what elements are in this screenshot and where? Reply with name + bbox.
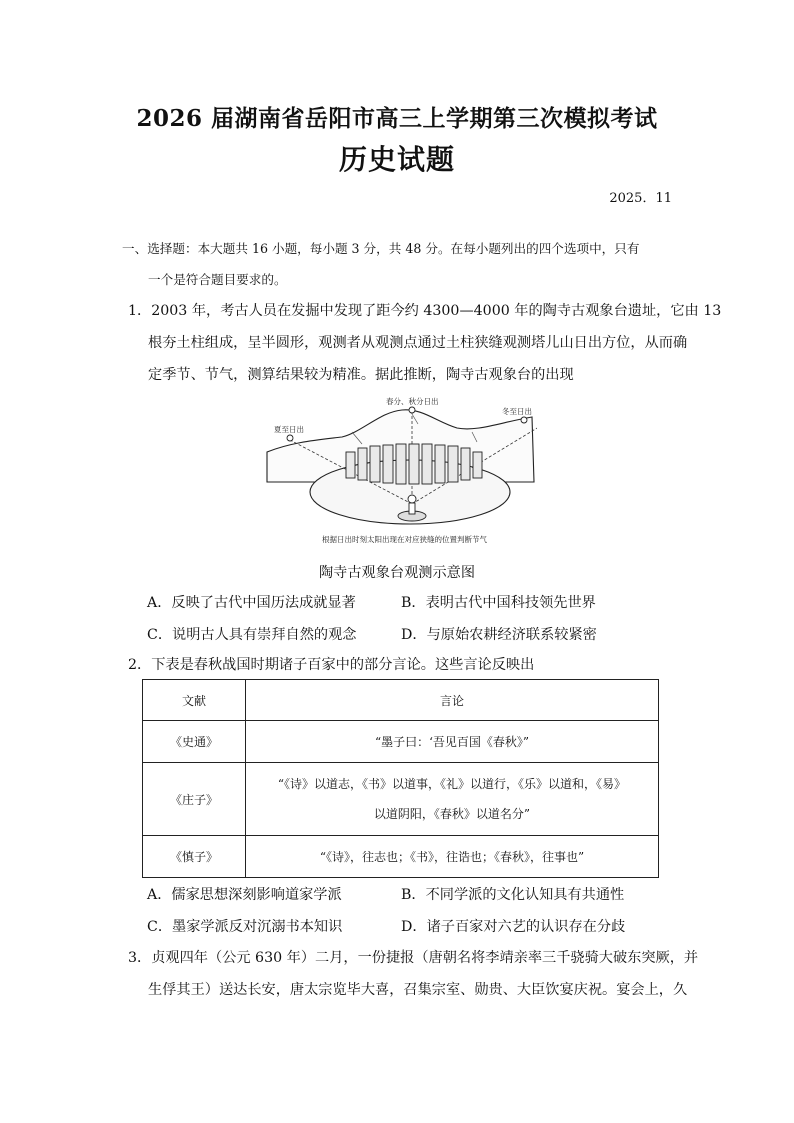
table-row (143, 763, 659, 836)
table-cell-quote (246, 763, 659, 836)
section-instruction-line2: 一个是符合题目要求的。 (148, 272, 287, 287)
table-header-quote: 言论 (246, 680, 659, 721)
quote-line: 以道阴阳，《春秋》以道名分” (373, 807, 531, 821)
quotes-table (142, 679, 659, 878)
exam-subject: 历史试题 (338, 143, 455, 176)
diagram-note: 根据日出时刻太阳出现在对应狭缝的位置判断节气 (322, 535, 487, 544)
q2-option-c[interactable]: C．墨家学派反对沉溺书本知识 (147, 919, 343, 935)
question-3-line1 (128, 947, 698, 967)
question-text: 下表是春秋战国时期诸子百家中的部分言论。这些言论反映出 (151, 657, 535, 673)
question-3-line2: 生俘其王）送达长安，唐太宗览毕大喜，召集宗室、勋贵、大臣饮宴庆祝。宴会上，久 (148, 982, 688, 998)
observer-figure (408, 495, 416, 503)
observatory-diagram (262, 392, 537, 548)
q1-option-d[interactable]: D．与原始农耕经济联系较紧密 (401, 627, 597, 643)
question-1-line3: 定季节、节气，测算结果较为精准。据此推断，陶寺古观象台的出现 (148, 367, 574, 383)
q1-option-b[interactable]: B．表明古代中国科技领先世界 (401, 595, 596, 611)
question-number: 2． (128, 657, 152, 673)
label-summer: 夏至日出 (274, 425, 304, 434)
table-cell-source: 《史通》 (143, 721, 246, 763)
table-row (143, 836, 659, 878)
question-text: 2003 年，考古人员在发掘中发现了距今约 4300—4000 年的陶寺古观象台遗址，它由 13 (151, 303, 722, 319)
label-equinox: 春分、秋分日出 (386, 397, 439, 406)
summer-sun-icon (287, 435, 293, 441)
question-number: 1． (128, 303, 152, 319)
section-instruction-line1: 一、选择题：本大题共 16 小题，每小题 3 分，共 48 分。在每小题列出的四个选项中，只有 (122, 241, 640, 256)
exam-title: 2026 届湖南省岳阳市高三上学期第三次模拟考试 (136, 105, 658, 132)
question-text: 贞观四年（公元 630 年）二月，一份捷报（唐朝名将李靖亲率三千骁骑大破东突厥，并 (151, 950, 699, 966)
equinox-sun-icon (409, 407, 415, 413)
q2-option-d[interactable]: D．诸子百家对六艺的认识存在分歧 (401, 919, 626, 935)
question-number: 3． (128, 950, 152, 966)
q1-option-c[interactable]: C．说明古人具有崇拜自然的观念 (147, 627, 357, 643)
quote-line: “《诗》以道志，《书》以道事，《礼》以道行，《乐》以道和，《易》 (277, 777, 627, 791)
question-1-line2: 根夯土柱组成，呈半圆形，观测者从观测点通过土柱狭缝观测塔儿山日出方位，从而确 (148, 335, 688, 351)
q1-option-a[interactable]: A．反映了古代中国历法成就显著 (147, 595, 356, 611)
label-winter: 冬至日出 (502, 407, 532, 416)
exam-date: 2025．11 (609, 191, 672, 206)
winter-sun-icon (521, 417, 527, 423)
q2-option-a[interactable]: A．儒家思想深刻影响道家学派 (147, 887, 342, 903)
table-cell-source: 《庄子》 (143, 763, 246, 836)
table-cell-quote: “墨子曰：‘吾见百国《春秋》” (246, 721, 659, 763)
table-cell-quote: “《诗》，往志也；《书》，往诰也；《春秋》，往事也” (246, 836, 659, 878)
table-header-source: 文献 (143, 680, 246, 721)
table-cell-source: 《慎子》 (143, 836, 246, 878)
earth-pillars (346, 444, 482, 484)
question-2-line1 (128, 654, 534, 674)
table-header-row (143, 680, 659, 721)
question-1-line1 (128, 300, 721, 320)
diagram-caption: 陶寺古观象台观测示意图 (318, 565, 476, 581)
table-row (143, 721, 659, 763)
q2-option-b[interactable]: B．不同学派的文化认知具有共通性 (401, 887, 625, 903)
